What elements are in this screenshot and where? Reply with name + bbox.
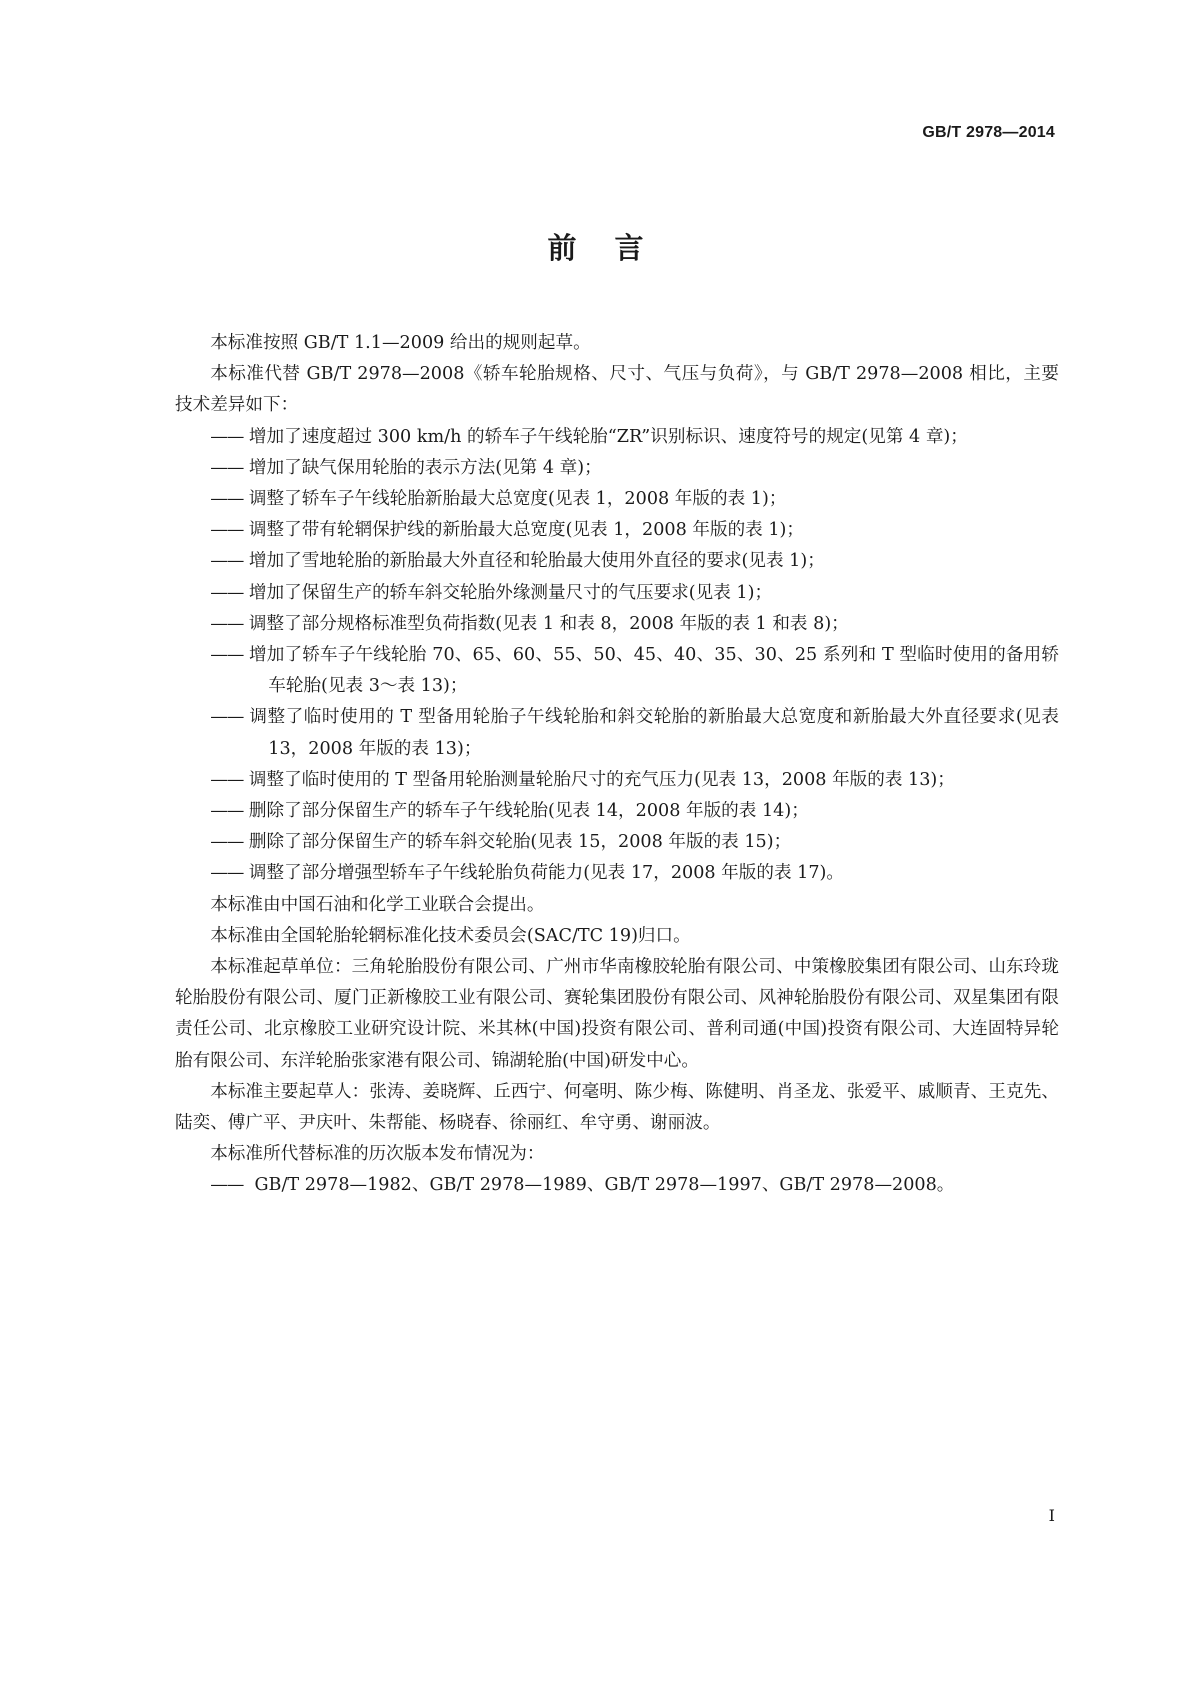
list-item-text: 调整了部分规格标准型负荷指数(见表 1 和表 8，2008 年版的表 1 和表 8)；	[248, 613, 849, 634]
list-item	[210, 827, 1059, 858]
dash-mark: ——	[210, 645, 244, 666]
dash-mark: ——	[210, 863, 244, 884]
dash-mark: ——	[210, 520, 244, 541]
list-item	[210, 578, 1059, 609]
dash-mark: ——	[210, 489, 244, 510]
list-item	[210, 858, 1059, 889]
list-item-text: 增加了雪地轮胎的新胎最大外直径和轮胎最大使用外直径的要求(见表 1)；	[248, 551, 825, 572]
list-item	[210, 422, 1059, 453]
list-item-text: 删除了部分保留生产的轿车斜交轮胎(见表 15，2008 年版的表 15)；	[248, 832, 792, 853]
list-item-text: 增加了保留生产的轿车斜交轮胎外缘测量尺寸的气压要求(见表 1)；	[248, 582, 773, 603]
dash-mark: ——	[210, 551, 244, 572]
list-item	[210, 765, 1059, 796]
list-item	[210, 546, 1059, 577]
dash-mark: ——	[210, 1175, 244, 1196]
list-item-text: 增加了轿车子午线轮胎 70、65、60、55、50、45、40、35、30、25 系列和 T 型临时使用的备用轿车轮胎(见表 3～表 13)；	[248, 645, 1059, 697]
list-item	[210, 609, 1059, 640]
list-item-text: 删除了部分保留生产的轿车子午线轮胎(见表 14，2008 年版的表 14)；	[248, 801, 809, 822]
list-item-text: 增加了速度超过 300 km/h 的轿车子午线轮胎“ZR”识别标识、速度符号的规定(见第 4 章)；	[248, 426, 968, 447]
changes-list	[175, 422, 1059, 890]
foreword-body	[175, 328, 1059, 1202]
list-item-text: 调整了临时使用的 T 型备用轮胎测量轮胎尺寸的充气压力(见表 13，2008 年版的表 13)；	[248, 769, 955, 790]
list-item	[210, 796, 1059, 827]
dash-mark: ——	[210, 801, 244, 822]
list-item	[210, 640, 1059, 702]
list-item-text: 调整了带有轮辋保护线的新胎最大总宽度(见表 1，2008 年版的表 1)；	[248, 520, 805, 541]
list-item-text: 调整了部分增强型轿车子午线轮胎负荷能力(见表 17，2008 年版的表 17)。	[248, 863, 844, 884]
dash-mark: ——	[210, 769, 244, 790]
paragraph-proposed-by: 本标准由中国石油和化学工业联合会提出。	[210, 894, 545, 915]
paragraph-replacement: 本标准代替 GB/T 2978—2008《轿车轮胎规格、尺寸、气压与负荷》，与 GB/T 2978—2008 相比，主要技术差异如下：	[175, 364, 1059, 416]
list-item-text: 增加了缺气保用轮胎的表示方法(见第 4 章)；	[248, 457, 602, 478]
list-item	[210, 484, 1059, 515]
list-item	[210, 702, 1059, 764]
dash-mark: ——	[210, 457, 244, 478]
dash-mark: ——	[210, 832, 244, 853]
paragraph-drafters: 本标准主要起草人：张涛、姜晓辉、丘西宁、何毫明、陈少梅、陈健明、肖圣龙、张爱平、戚顺青、王克先、陆奕、傅广平、尹庆叶、朱帮能、杨晓春、徐丽红、牟守勇、谢丽波。	[175, 1081, 1059, 1134]
paragraph-drafting-rules: 本标准按照 GB/T 1.1—2009 给出的规则起草。	[210, 333, 591, 353]
list-item-text: 调整了轿车子午线轮胎新胎最大总宽度(见表 1，2008 年版的表 1)；	[248, 489, 787, 510]
dash-mark: ——	[210, 426, 244, 447]
paragraph-history-intro: 本标准所代替标准的历次版本发布情况为：	[210, 1144, 545, 1165]
dash-mark: ——	[210, 707, 244, 728]
history-item	[210, 1170, 1059, 1201]
standard-number: GB/T 2978—2014	[922, 124, 1055, 141]
dash-mark: ——	[210, 582, 244, 603]
dash-mark: ——	[210, 613, 244, 634]
page-title: 前言	[547, 231, 682, 265]
paragraph-drafting-units: 本标准起草单位：三角轮胎股份有限公司、广州市华南橡胶轮胎有限公司、中策橡胶集团有限公司、山东玲珑轮胎股份有限公司、厦门正新橡胶工业有限公司、赛轮集团股份有限公司、风神轮胎股份有限公司、双星集团有限责任公司、北京橡胶工业研究设计院、米其林(中国)投资有限公司、普利司通(中国)投资有限公司、大连固特异轮胎有限公司、东洋轮胎张家港有限公司、锦湖轮胎(中国)研发中心。	[175, 957, 1059, 1071]
list-item-text: 调整了临时使用的 T 型备用轮胎子午线轮胎和斜交轮胎的新胎最大总宽度和新胎最大外直径要求(见表 13，2008 年版的表 13)；	[248, 707, 1059, 759]
paragraph-centralized-by: 本标准由全国轮胎轮辋标准化技术委员会(SAC/TC 19)归口。	[210, 925, 691, 946]
history-text: GB/T 2978—1982、GB/T 2978—1989、GB/T 2978—1997、GB/T 2978—2008。	[248, 1175, 955, 1196]
list-item	[210, 515, 1059, 546]
list-item	[210, 453, 1059, 484]
page-number: I	[1048, 1506, 1055, 1525]
